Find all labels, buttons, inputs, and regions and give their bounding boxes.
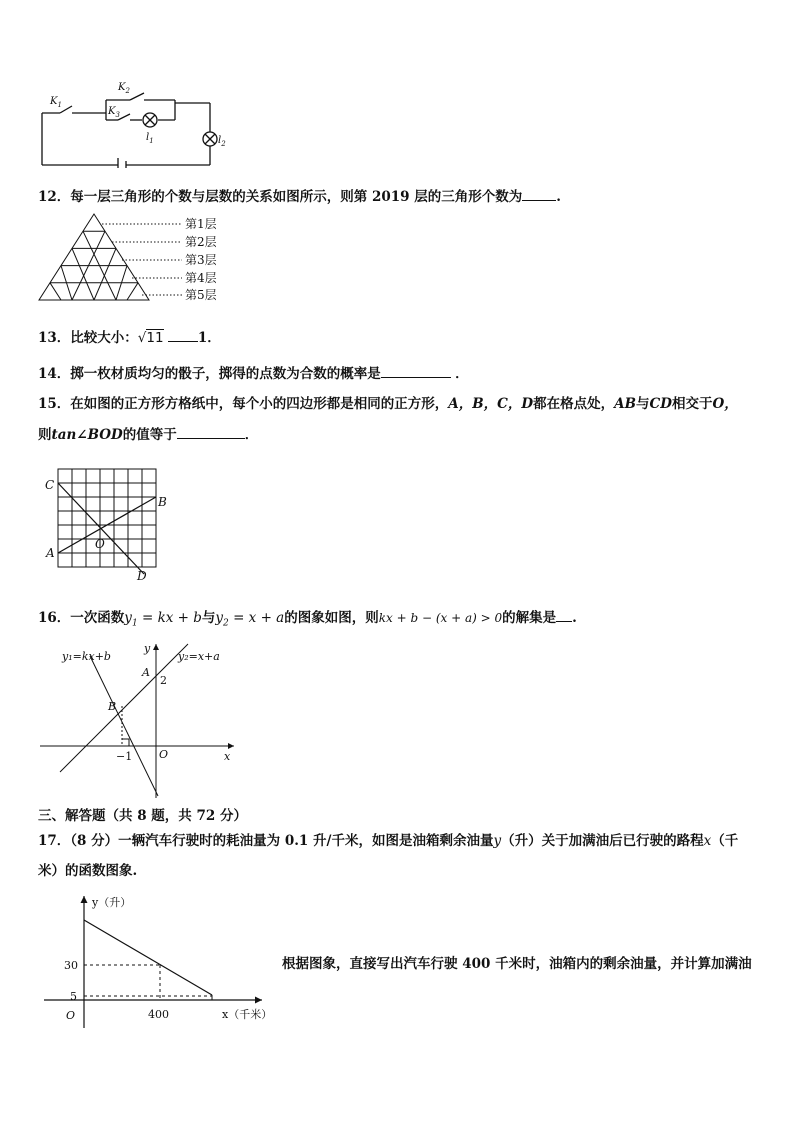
question-text: 的值等于	[122, 427, 177, 443]
layer-label-5: 第5层	[185, 288, 217, 302]
question-16	[38, 607, 577, 634]
question-text: 掷一枚材质均匀的骰子，掷得的点数为合数的概率是	[70, 366, 381, 382]
question-number: 12．	[38, 189, 71, 205]
question-text: 一次函数	[70, 610, 125, 626]
y1-eq: = kx + b	[137, 610, 202, 626]
y2-expression	[215, 610, 285, 629]
y-value-30: 30	[64, 959, 78, 972]
layer-label-1: 第1层	[185, 217, 217, 231]
question-text: 与	[201, 610, 216, 626]
inequality: kx + b − (x + a) > 0	[378, 611, 503, 625]
question-text: 与	[636, 396, 650, 412]
k2-label: $K_2$	[118, 82, 130, 95]
origin-label: O	[159, 748, 169, 761]
y2-sub: 2	[223, 618, 229, 629]
layer-label-4: 第4层	[185, 271, 217, 285]
question-text: 米）的函数图象.	[38, 863, 138, 879]
section-heading: 三、解答题（共 8 题，共 72 分）	[38, 808, 247, 824]
question-12	[38, 186, 561, 207]
question-text: （千	[711, 833, 739, 849]
layer-label-3: 第3层	[185, 253, 217, 267]
question-text: 相交于	[671, 396, 713, 412]
question-end: 1．	[197, 330, 221, 346]
question-end: .	[572, 610, 577, 626]
y1-sub: 1	[131, 618, 138, 629]
point-b-label: B	[108, 700, 117, 713]
y-var: y	[493, 833, 502, 849]
tan-expression: tan∠BOD	[51, 427, 123, 443]
l2-label: $l_2$	[218, 135, 226, 148]
y1-expression	[124, 610, 202, 629]
question-14	[38, 363, 469, 384]
question-number: 13．	[38, 330, 71, 346]
grid-figure	[40, 462, 180, 587]
question-end: ．	[455, 366, 469, 382]
question-13	[38, 327, 221, 348]
answer-blank[interactable]	[168, 327, 198, 342]
question-15-line1	[38, 394, 738, 414]
question-end: ．	[244, 427, 259, 443]
fuel-graph	[40, 890, 280, 1032]
point-d-label: D	[137, 569, 147, 583]
var-o: O，	[712, 396, 738, 412]
circuit-diagram	[30, 78, 230, 168]
question-text: （8 分）一辆汽车行驶时的耗油量为 0.1 升/千米，如图是油箱剩余油量	[70, 833, 494, 849]
question-end: .	[556, 189, 561, 205]
layer-label-2: 第2层	[185, 235, 217, 249]
y-intercept-label: 2	[160, 674, 167, 687]
point-o-label: O	[95, 537, 105, 551]
sqrt-expression: √11	[137, 330, 164, 346]
linear-functions-graph	[38, 636, 248, 801]
question-number: 17．	[38, 833, 71, 849]
x-axis-label: x（千米）	[222, 1008, 273, 1021]
question-number: 15．	[38, 396, 71, 412]
y-axis-label: y	[144, 642, 151, 655]
y-value-5: 5	[70, 990, 77, 1003]
k1-label: $K_1$	[50, 96, 62, 109]
point-b-label: B	[158, 495, 167, 509]
var-list: A，B，C，D	[448, 396, 534, 412]
y1-var: y	[124, 610, 132, 626]
y-axis-label: y（升）	[92, 896, 132, 909]
question-number: 14．	[38, 366, 71, 382]
question-text: 都在格点处，	[533, 396, 615, 412]
question-17-side-text: 根据图象，直接写出汽车行驶 400 千米时，油箱内的剩余油量，并计算加满油	[282, 956, 752, 972]
question-text: 的解集是	[502, 610, 557, 626]
point-a-label: A	[142, 666, 150, 679]
point-a-label: A	[46, 546, 55, 560]
x-value-400: 400	[148, 1008, 169, 1021]
origin-label: O	[66, 1009, 76, 1022]
radicand: 11	[146, 330, 164, 346]
answer-blank[interactable]	[556, 607, 572, 622]
y2-eq: = x + a	[228, 610, 285, 626]
answer-blank[interactable]	[177, 424, 245, 439]
line-y2-label: y₂=x+a	[178, 650, 220, 663]
x-axis-label: x	[224, 750, 231, 763]
point-c-label: C	[45, 478, 55, 492]
question-text: 每一层三角形的个数与层数的关系如图所示，则第 2019 层的三角形个数为	[70, 189, 523, 205]
question-17-line2	[38, 861, 137, 881]
question-text: 则	[38, 427, 52, 443]
triangle-layers-figure	[36, 212, 236, 306]
answer-blank[interactable]	[381, 363, 451, 378]
k3-label: $K_3$	[108, 106, 120, 119]
question-number: 16．	[38, 610, 71, 626]
y2-var: y	[215, 610, 224, 626]
question-text: 的图象如图，则	[284, 610, 379, 626]
x-minus1-label: −1	[116, 750, 133, 763]
l1-label: $l_1$	[146, 132, 154, 145]
x-var: x	[703, 833, 712, 849]
var-cd: CD	[649, 396, 672, 412]
question-15-line2	[38, 424, 258, 445]
question-text: 在如图的正方形方格纸中，每个小的四边形都是相同的正方形，	[70, 396, 449, 412]
question-text: 比较大小：	[70, 330, 138, 346]
var-ab: AB	[614, 396, 637, 412]
line-y1-label: y₁=kx+b	[62, 650, 111, 663]
answer-blank[interactable]	[522, 186, 556, 201]
question-17-line1	[38, 831, 738, 851]
question-text: （升）关于加满油后已行驶的路程	[501, 833, 704, 849]
